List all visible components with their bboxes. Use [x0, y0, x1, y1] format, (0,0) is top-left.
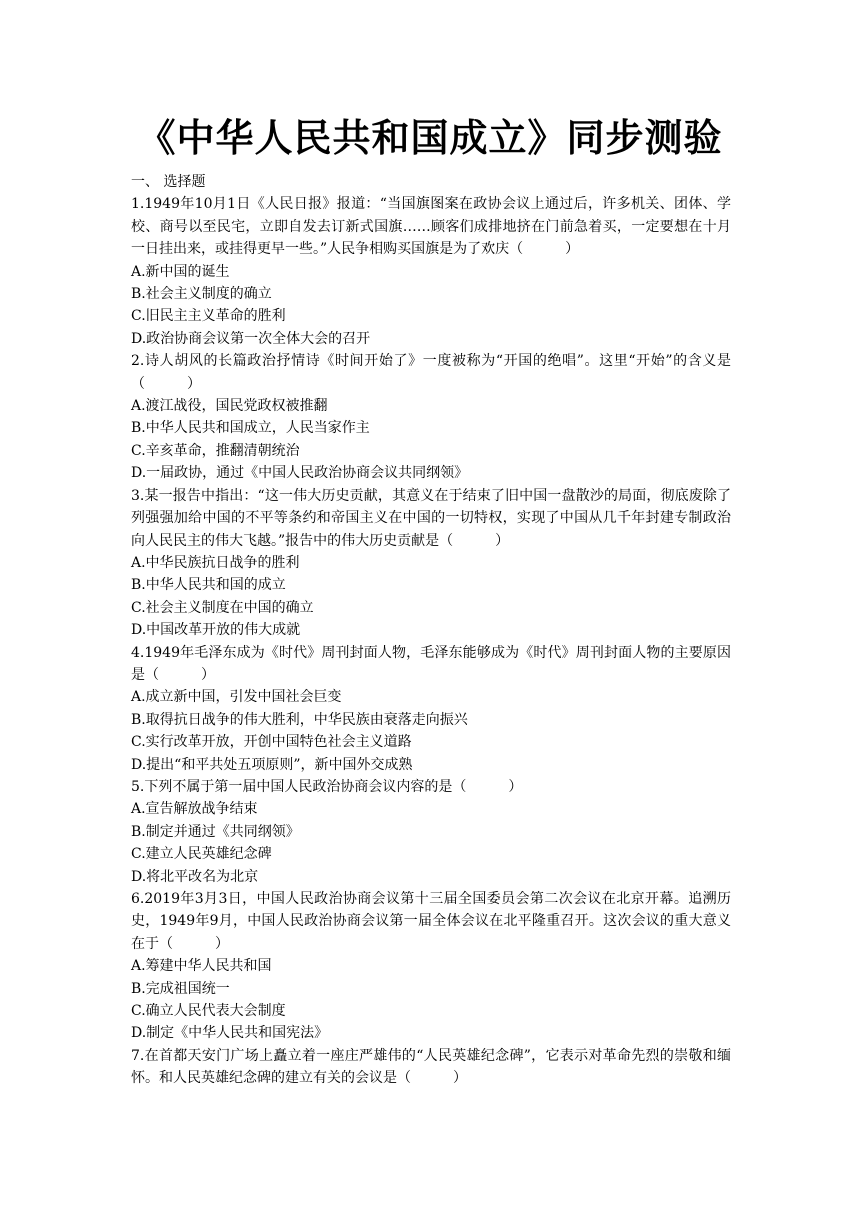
- answer-option: B.中华人民共和国成立，人民当家作主: [131, 420, 370, 437]
- answer-option: A.渡江战役，国民党政权被推翻: [131, 398, 328, 415]
- question-stem: 7.在首都天安门广场上矗立着一座庄严雄伟的“人民英雄纪念碑”，它表示对革命先烈的崇敬和缅怀。和人民英雄纪念碑的建立有关的会议是（ ）: [131, 1047, 731, 1087]
- answer-option: C.实行改革开放，开创中国特色社会主义道路: [131, 734, 412, 751]
- question-item: [131, 485, 731, 642]
- answer-option: D.制定《中华人民共和国宪法》: [131, 1025, 329, 1042]
- question-item: [131, 193, 731, 350]
- answer-option: A.中华民族抗日战争的胜利: [131, 554, 300, 571]
- question-item: [131, 1045, 731, 1090]
- question-list: [131, 193, 731, 1089]
- question-stem: 6.2019年3月3日，中国人民政治协商会议第十三届全国委员会第二次会议在北京开幕。追溯历史，1949年9月，中国人民政治协商会议第一届全体会议在北平隆重召开。这次会议的重大意义在于（ ）: [131, 891, 731, 952]
- answer-option: C.建立人民英雄纪念碑: [131, 846, 272, 863]
- answer-option: B.完成祖国统一: [131, 980, 230, 997]
- answer-option: D.一届政协，通过《中国人民政治协商会议共同纲领》: [131, 465, 469, 482]
- answer-option: A.宣告解放战争结束: [131, 801, 258, 818]
- answer-option: C.社会主义制度在中国的确立: [131, 599, 314, 616]
- question-item: [131, 776, 731, 888]
- section-heading: 一、 选择题: [131, 174, 206, 190]
- document-body: [131, 171, 731, 1090]
- question-stem: 4.1949年毛泽东成为《时代》周刊封面人物，毛泽东能够成为《时代》周刊封面人物的主要原因是（ ）: [131, 644, 731, 683]
- question-stem: 2.诗人胡风的长篇政治抒情诗《时间开始了》一度被称为“开国的绝唱”。这里“开始”的含义是（ ）: [131, 353, 731, 392]
- answer-option: D.政治协商会议第一次全体大会的召开: [131, 330, 371, 347]
- question-stem: 3.某一报告中指出：“这一伟大历史贡献，其意义在于结束了旧中国一盘散沙的局面，彻底废除了列强强加给中国的不平等条约和帝国主义在中国的一切特权，实现了中国从几千年封建专制政治向人民民主的伟大飞越。”报告中的伟大历史贡献是（ ）: [131, 487, 731, 549]
- answer-option: C.辛亥革命，推翻清朝统治: [131, 442, 300, 459]
- answer-option: C.确立人民代表大会制度: [131, 1003, 286, 1020]
- answer-option: D.中国改革开放的伟大成就: [131, 622, 301, 639]
- answer-option: B.取得抗日战争的伟大胜利，中华民族由衰落走向振兴: [131, 711, 468, 728]
- question-stem: 1.1949年10月1日《人民日报》报道：“当国旗图案在政协会议上通过后，许多机关、团体、学校、商号以至民宅，立即自发去订新式国旗……顾客们成排地挤在门前急着买，一定要想在十月一日挂出来，或挂得更早一些。”人民争相购买国旗是为了欢庆（ ）: [131, 196, 731, 258]
- answer-option: B.社会主义制度的确立: [131, 286, 272, 303]
- answer-option: A.筹建中华人民共和国: [131, 958, 272, 975]
- question-stem: 5.下列不属于第一届中国人民政治协商会议内容的是（ ）: [131, 778, 523, 795]
- answer-option: A.成立新中国，引发中国社会巨变: [131, 689, 342, 706]
- answer-option: B.制定并通过《共同纲领》: [131, 823, 300, 840]
- question-item: [131, 350, 731, 484]
- answer-option: D.提出“和平共处五项原则”，新中国外交成熟: [131, 756, 413, 773]
- answer-option: A.新中国的诞生: [131, 263, 230, 280]
- question-item: [131, 642, 731, 776]
- answer-option: D.将北平改名为北京: [131, 868, 259, 885]
- answer-option: C.旧民主主义革命的胜利: [131, 308, 286, 325]
- document-title: 《中华人民共和国成立》同步测验: [137, 116, 723, 160]
- question-item: [131, 888, 731, 1045]
- answer-option: B.中华人民共和国的成立: [131, 577, 286, 594]
